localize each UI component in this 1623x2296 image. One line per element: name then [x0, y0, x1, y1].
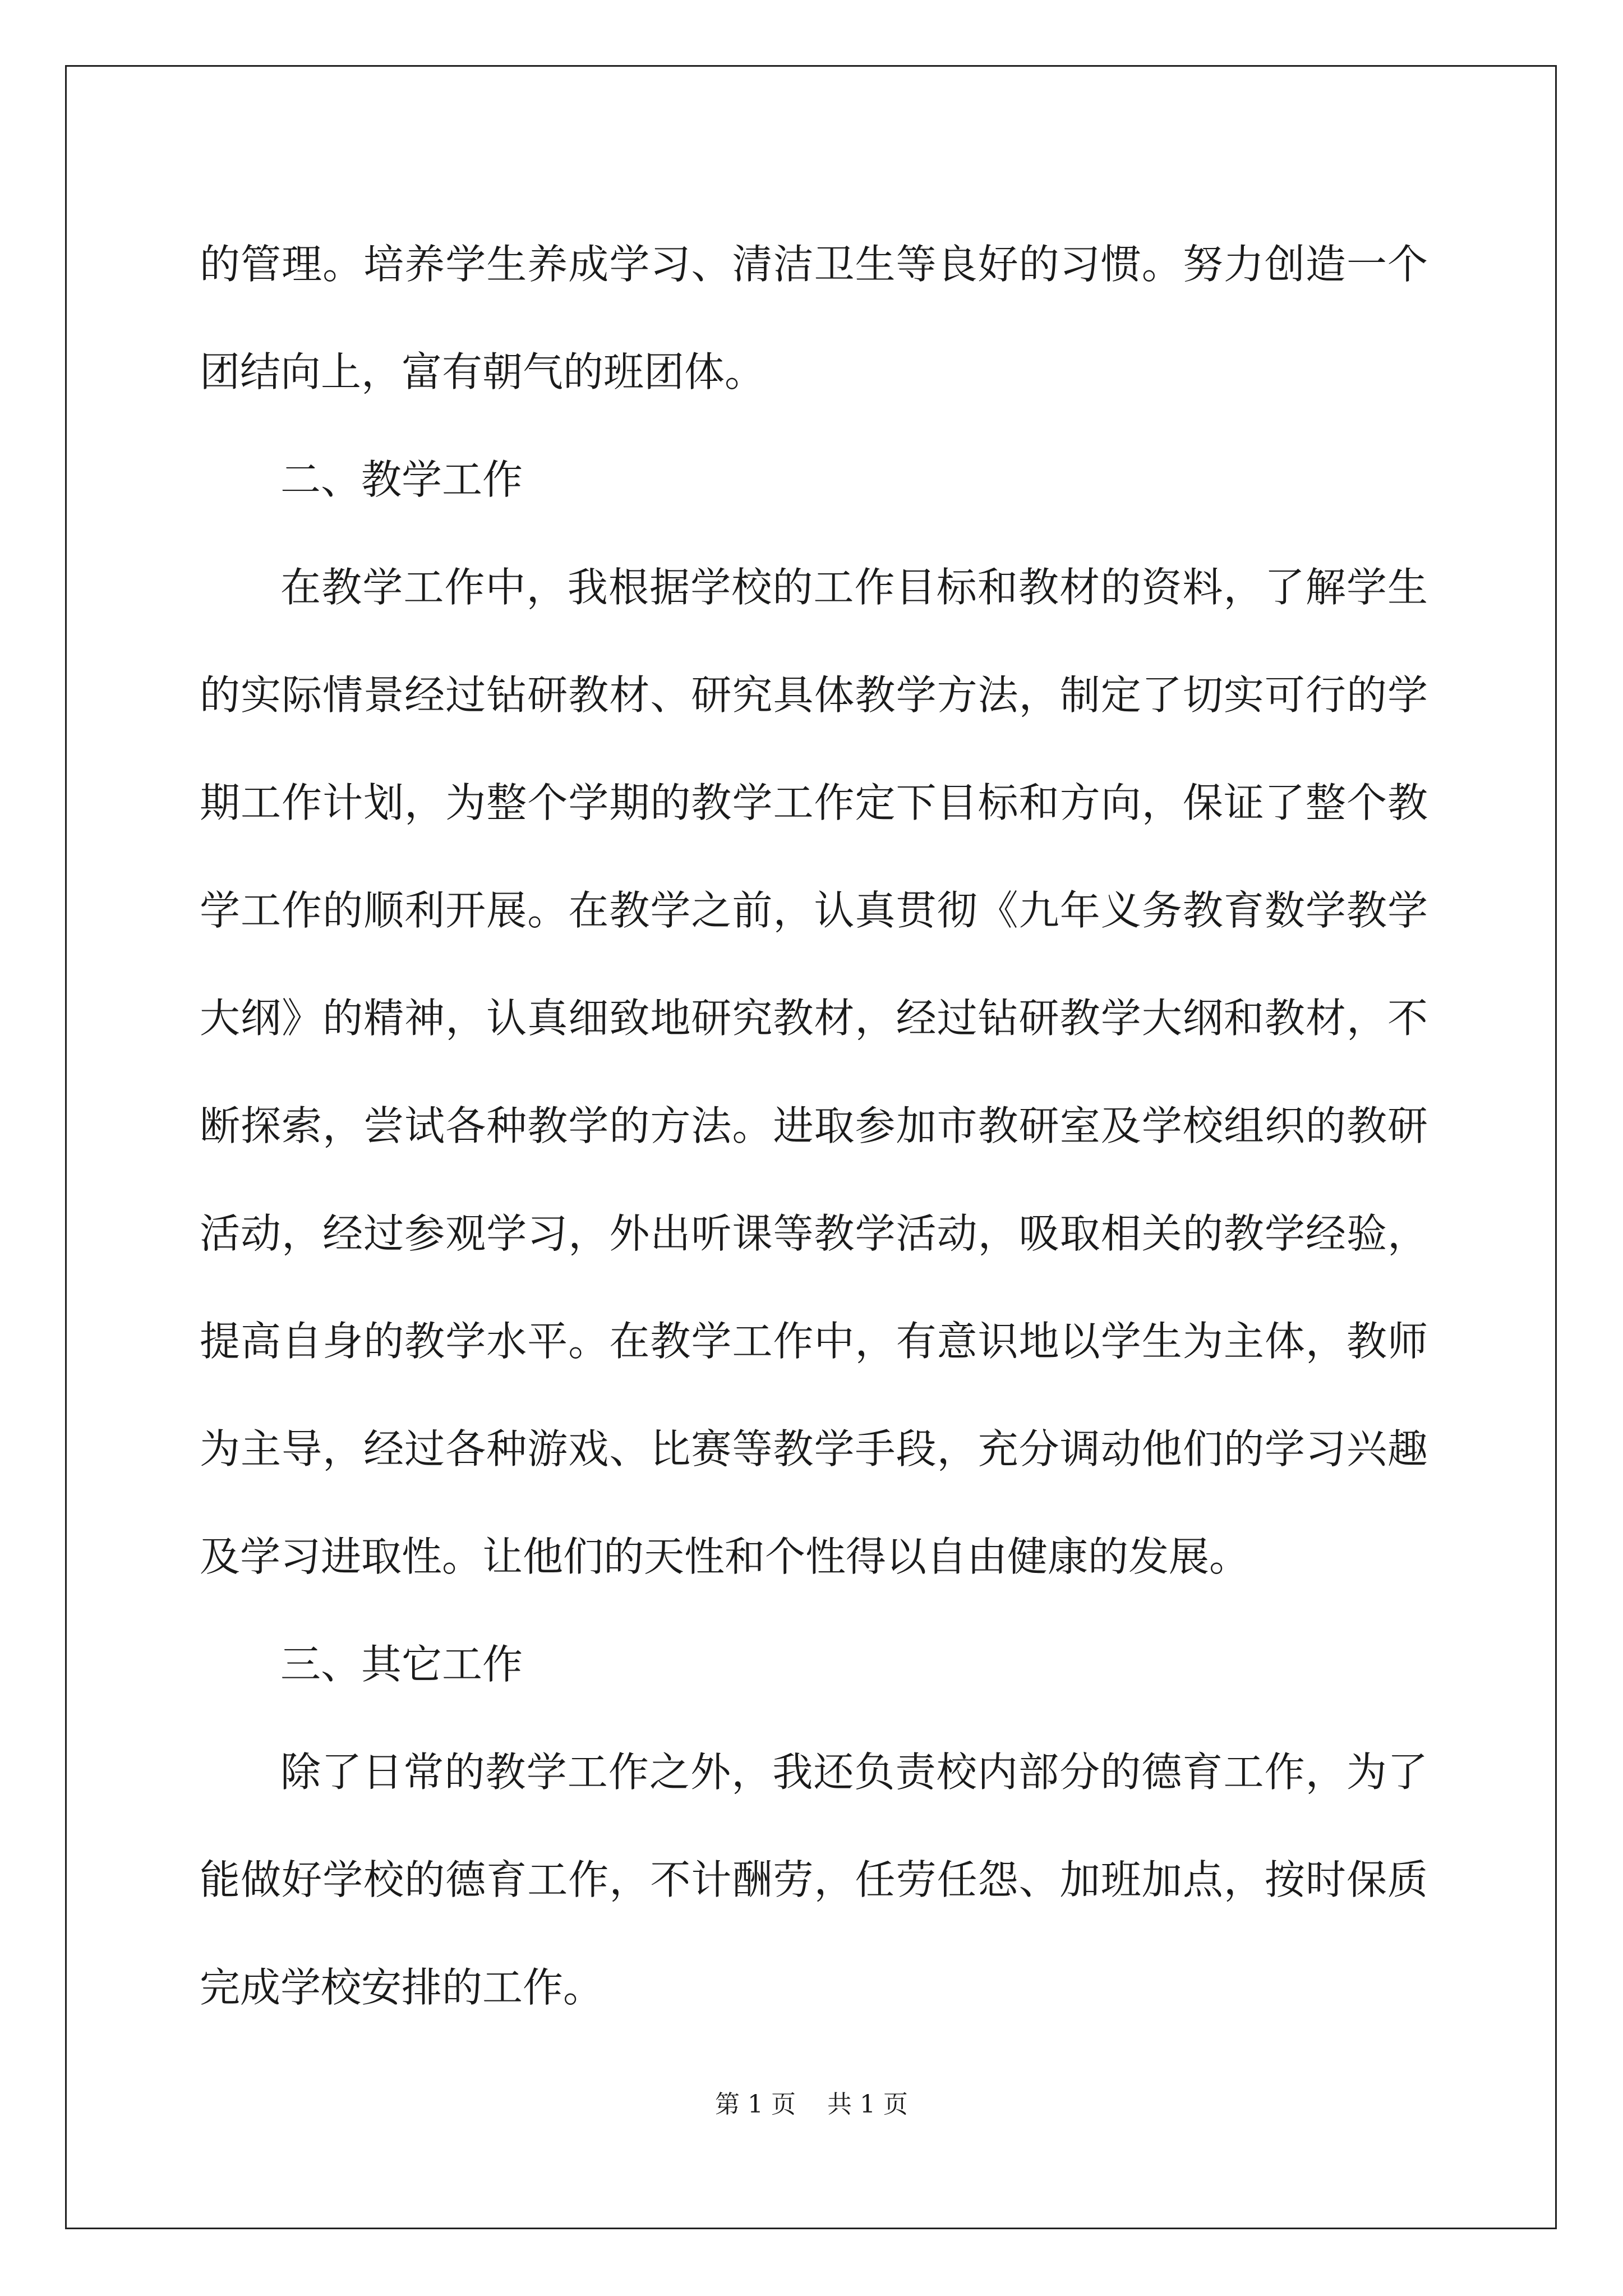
page-number: 第 1 页 — [715, 2090, 796, 2119]
text-line: 为主导，经过各种游戏、比赛等教学手段，充分调动他们的学习兴趣 — [200, 1425, 1428, 1473]
text-line: 团结向上，富有朝气的班团体。 — [200, 348, 766, 395]
text-line: 提高自身的教学水平。在教学工作中，有意识地以学生为主体，教师 — [200, 1318, 1428, 1365]
page-footer — [0, 2088, 1623, 2122]
text-line: 学工作的顺利开展。在教学之前，认真贯彻《九年义务教育数学教学 — [200, 887, 1428, 934]
text-line: 期工作计划，为整个学期的教学工作定下目标和方向，保证了整个教 — [200, 779, 1428, 826]
text-line: 完成学校安排的工作。 — [200, 1964, 604, 2011]
text-line: 二、教学工作 — [280, 456, 523, 503]
text-line: 三、其它工作 — [280, 1641, 523, 1688]
text-line: 及学习进取性。让他们的天性和个性得以自由健康的发展。 — [200, 1533, 1250, 1580]
text-line: 的管理。培养学生养成学习、清洁卫生等良好的习惯。努力创造一个 — [200, 241, 1428, 288]
text-line: 除了日常的教学工作之外，我还负责校内部分的德育工作，为了 — [280, 1749, 1428, 1796]
text-line: 能做好学校的德育工作，不计酬劳，任劳任怨、加班加点，按时保质 — [200, 1856, 1428, 1903]
page-total: 共 1 页 — [827, 2090, 908, 2119]
text-line: 活动，经过参观学习，外出听课等教学活动，吸取相关的教学经验， — [200, 1210, 1428, 1257]
text-line: 断探索，尝试各种教学的方法。进取参加市教研室及学校组织的教研 — [200, 1102, 1428, 1149]
text-line: 的实际情景经过钻研教材、研究具体教学方法，制定了切实可行的学 — [200, 671, 1428, 719]
text-line: 在教学工作中，我根据学校的工作目标和教材的资料，了解学生 — [280, 564, 1428, 611]
document-body — [200, 210, 1428, 2041]
text-line: 大纲》的精神，认真细致地研究教材，经过钻研教学大纲和教材，不 — [200, 995, 1428, 1042]
